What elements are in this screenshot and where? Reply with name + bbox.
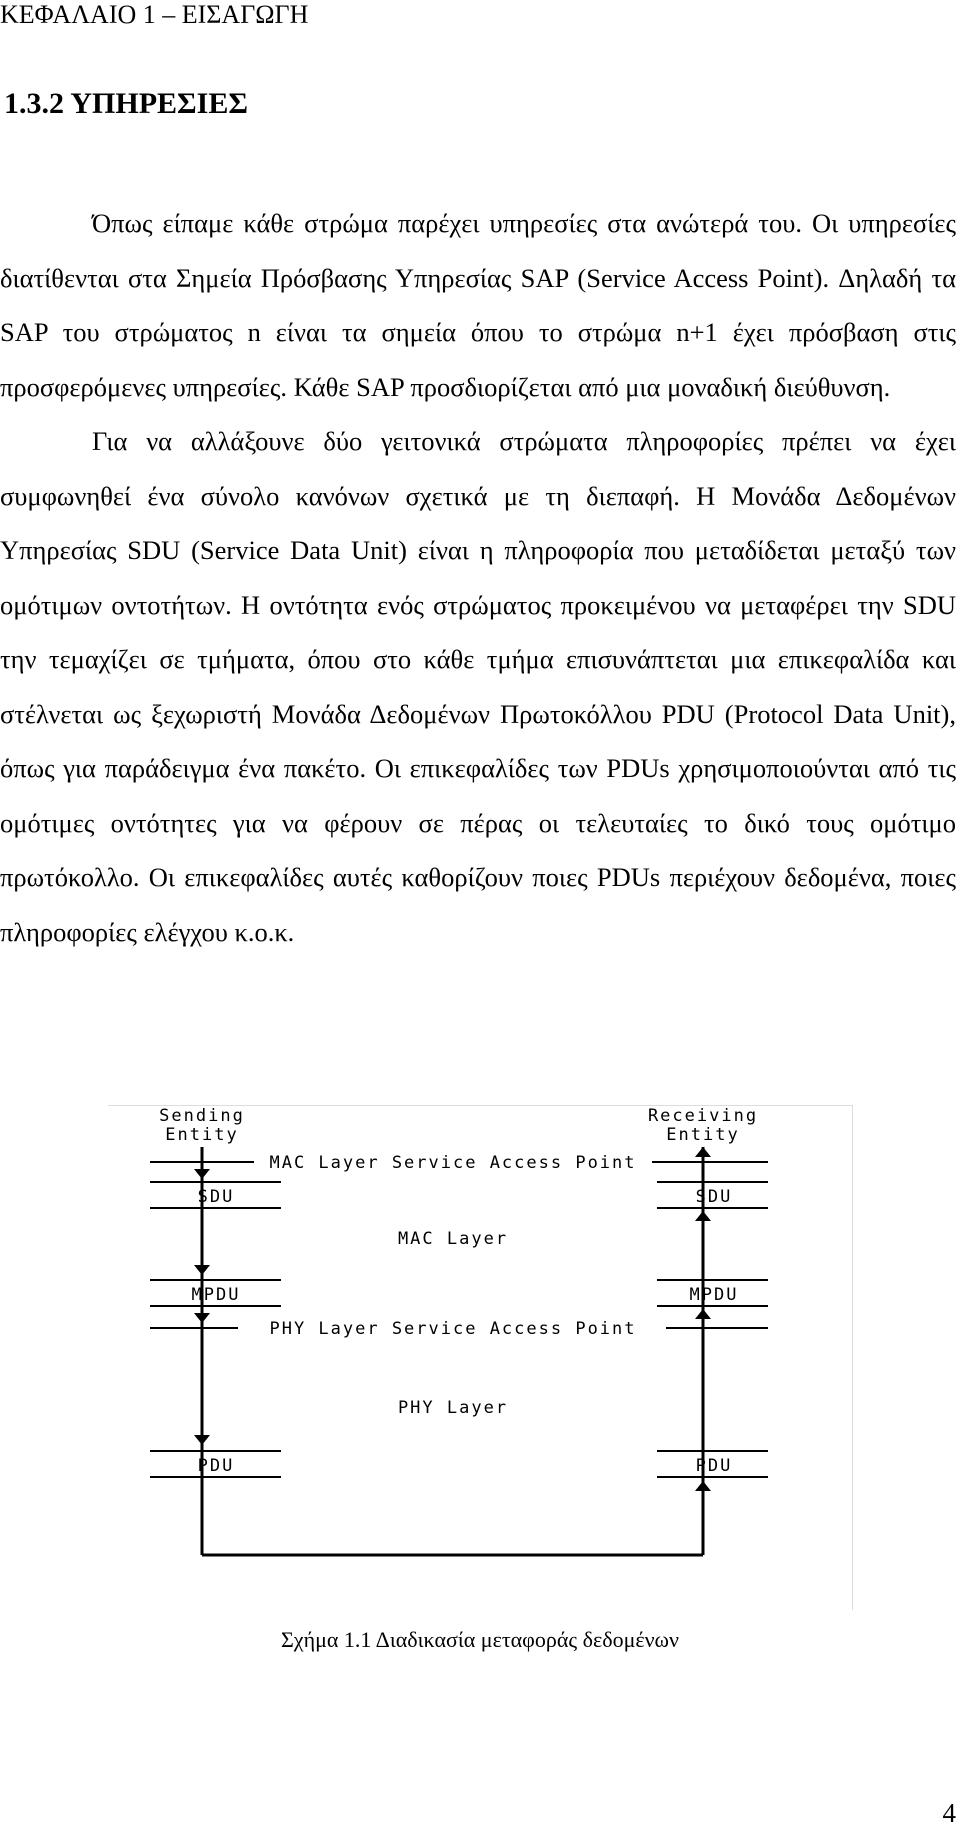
body-text — [0, 196, 956, 959]
mpdu-left-label: MPDU — [191, 1285, 241, 1305]
pdu-left-label: PDU — [197, 1456, 235, 1476]
phy-layer-label: PHY Layer — [397, 1398, 509, 1418]
mpdu-right-label: MPDU — [689, 1285, 739, 1305]
down-arrow-icon — [194, 1435, 210, 1445]
section-title: 1.3.2 ΥΠΗΡΕΣΙΕΣ — [4, 87, 248, 120]
sending-entity-label-2: Entity — [165, 1125, 239, 1145]
data-transfer-diagram — [108, 1105, 853, 1610]
down-arrow-icon — [194, 1265, 210, 1275]
sending-entity-label-1: Sending — [159, 1106, 245, 1126]
sdu-left-label: SDU — [197, 1187, 235, 1207]
sdu-right-label: SDU — [695, 1187, 733, 1207]
figure-caption: Σχήμα 1.1 Διαδικασία μεταφοράς δεδομένων — [281, 1627, 679, 1652]
up-arrow-icon — [695, 1211, 711, 1221]
up-arrow-icon — [695, 1481, 711, 1491]
down-arrow-icon — [194, 1313, 210, 1323]
paragraph-2: Για να αλλάξουνε δύο γειτονικά στρώματα πληροφορίες πρέπει να έχει συμφωνηθεί ένα σύνολο κανόνων σχετικά με τη διεπαφή. Η Μονάδα Δεδομένων Υπηρεσίας SDU (Service Data Unit) είναι η πληροφορία που μεταδίδεται μεταξύ των ομότιμων οντοτήτων. Η οντότητα ενός στρώματος προκειμένου να μεταφέρει την SDU την τεμαχίζει σε τμήματα, όπου στο κάθε τμήμα επισυνάπτεται μια επικεφαλίδα και στέλνεται ως ξεχωριστή Μονάδα Δεδομένων Πρωτοκόλλου PDU (Protocol Data Unit), όπως για παράδειγμα ένα πακέτο. Οι επικεφαλίδες των PDUs χρησιμοποιούνται από τις ομότιμες οντότητες για να φέρουν σε πέρας οι τελευταίες το δικό τους ομότιμο πρωτόκολλο. Οι επικεφαλίδες αυτές καθορίζουν ποιες PDUs περιέχουν δεδομένα, ποιες πληροφορίες ελέγχου κ.ο.κ. — [0, 426, 956, 947]
mac-sap-label: MAC Layer Service Access Point — [269, 1153, 637, 1173]
phy-sap-label: PHY Layer Service Access Point — [269, 1319, 637, 1339]
running-head: ΚΕΦΑΛΑΙΟ 1 – ΕΙΣΑΓΩΓΗ — [0, 0, 309, 29]
page-number: 4 — [942, 1798, 956, 1828]
pdu-right-label: PDU — [695, 1456, 733, 1476]
paragraph-1: Όπως είπαμε κάθε στρώμα παρέχει υπηρεσίες στα ανώτερά του. Οι υπηρεσίες διατίθενται στα Σημεία Πρόσβασης Υπηρεσίας SAP (Service Access Point). Δηλαδή τα SAP του στρώματος n είναι τα σημεία όπου το στρώμα n+1 έχει πρόσβαση στις προσφερόμενες υπηρεσίες. Κάθε SAP προσδιορίζεται από μια μοναδική διεύθυνση. — [0, 208, 956, 402]
mac-layer-label: MAC Layer — [397, 1229, 509, 1249]
receiving-entity-label-1: Receiving — [647, 1106, 759, 1126]
up-arrow-icon — [695, 1147, 711, 1157]
up-arrow-icon — [695, 1309, 711, 1319]
down-arrow-icon — [194, 1169, 210, 1179]
diagram-svg — [108, 1105, 853, 1610]
receiving-entity-label-2: Entity — [666, 1125, 740, 1145]
